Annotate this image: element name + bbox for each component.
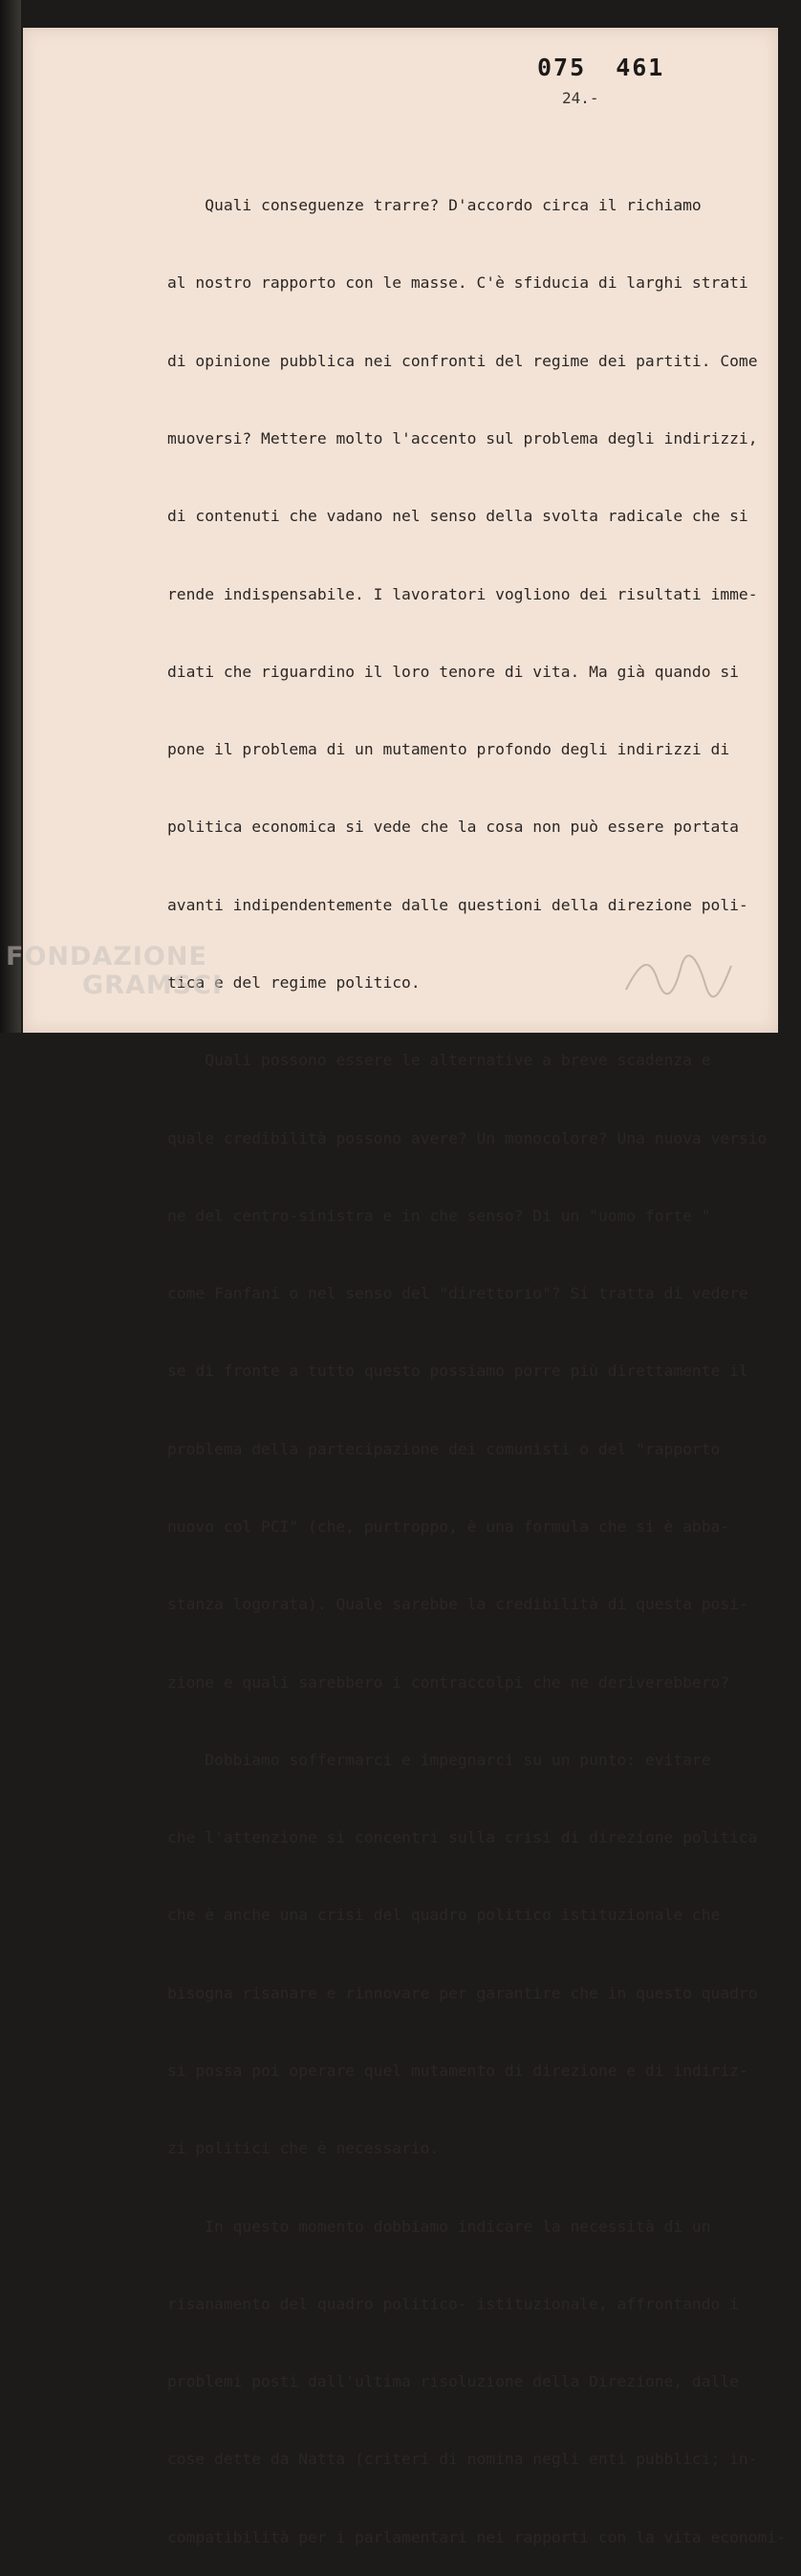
text-line: cose dette da Natta (criteri di nomina negli enti pubblici; in- xyxy=(167,2450,758,2469)
text-line: ne del centro-sinistra e in che senso? Di un "uomo forte " xyxy=(167,1206,711,1225)
watermark-line-1: FONDAZIONE xyxy=(6,942,207,971)
text-line: rende indispensabile. I lavoratori vogliono dei risultati imme- xyxy=(167,584,758,603)
text-line: al nostro rapporto con le masse. C'è sfiducia di larghi strati xyxy=(167,273,748,293)
text-line: risanamento del quadro politico- istituzionale, affrontando i xyxy=(167,2294,739,2313)
text-line: tica e del regime politico. xyxy=(167,973,421,992)
watermark-line-2: GRAMSCI xyxy=(82,971,224,1000)
archive-number: 075 461 xyxy=(537,54,665,81)
text-line: In questo momento dobbiamo indicare la necessità di un xyxy=(167,2216,711,2236)
text-line: diati che riguardino il loro tenore di vita. Ma già quando si xyxy=(167,662,739,681)
typewritten-body xyxy=(167,141,786,2576)
text-line: bisogna risanare e rinnovare per garantire che in questo quadro xyxy=(167,1983,758,2002)
text-line: zione e quali sarebbero i contraccolpi che ne deriverebbero? xyxy=(167,1672,730,1692)
signature-mark xyxy=(621,951,736,999)
text-line: stanza logorata). Quale sarebbe la credibilità di questa posi- xyxy=(167,1595,748,1614)
text-line: Quali conseguenze trarre? D'accordo circa il richiamo xyxy=(167,196,702,215)
text-line: se di fronte a tutto questo possiamo porre più direttamente il xyxy=(167,1362,748,1381)
text-line: quale credibilità possono avere? Un monocolore? Una nuova versio xyxy=(167,1128,768,1147)
text-line: problema della partecipazione dei comunisti o del "rapporto xyxy=(167,1439,721,1458)
page-number: 24.- xyxy=(562,89,599,107)
text-line: di contenuti che vadano nel senso della svolta radicale che si xyxy=(167,507,748,526)
text-line: di opinione pubblica nei confronti del regime dei partiti. Come xyxy=(167,351,758,370)
text-line: Quali possono essere le alternative a breve scadenza e xyxy=(167,1051,711,1070)
text-line: nuovo col PCI" (che, purtroppo, è una formula che si è abba- xyxy=(167,1517,730,1536)
text-line: compatibilità per i parlamentari nei rapporti con la vita economi- xyxy=(167,2527,786,2546)
text-line: che l'attenzione si concentri sulla crisi di direzione politica xyxy=(167,1828,758,1847)
text-line: muoversi? Mettere molto l'accento sul problema degli indirizzi, xyxy=(167,429,758,448)
text-line: come Fanfani o nel senso del "direttorio"? Si tratta di vedere xyxy=(167,1284,748,1303)
text-line: zi politici che è necessario. xyxy=(167,2139,440,2158)
text-line: pone il problema di un mutamento profondo degli indirizzi di xyxy=(167,740,730,759)
text-line: Dobbiamo soffermarci e impegnarci su un punto: evitare xyxy=(167,1750,711,1769)
text-line: che è anche una crisi del quadro politico istituzionale che xyxy=(167,1906,721,1925)
text-line: problemi posti dall'ultima risoluzione della Direzione, dalle xyxy=(167,2372,739,2391)
text-line: politica economica si vede che la cosa non può essere portata xyxy=(167,818,739,837)
text-line: si possa poi operare quel mutamento di direzione e di indiriz- xyxy=(167,2061,748,2080)
scan-edge xyxy=(0,0,21,1033)
fondazione-gramsci-watermark xyxy=(6,943,223,1000)
text-line: avanti indipendentemente dalle questioni della direzione poli- xyxy=(167,895,748,914)
